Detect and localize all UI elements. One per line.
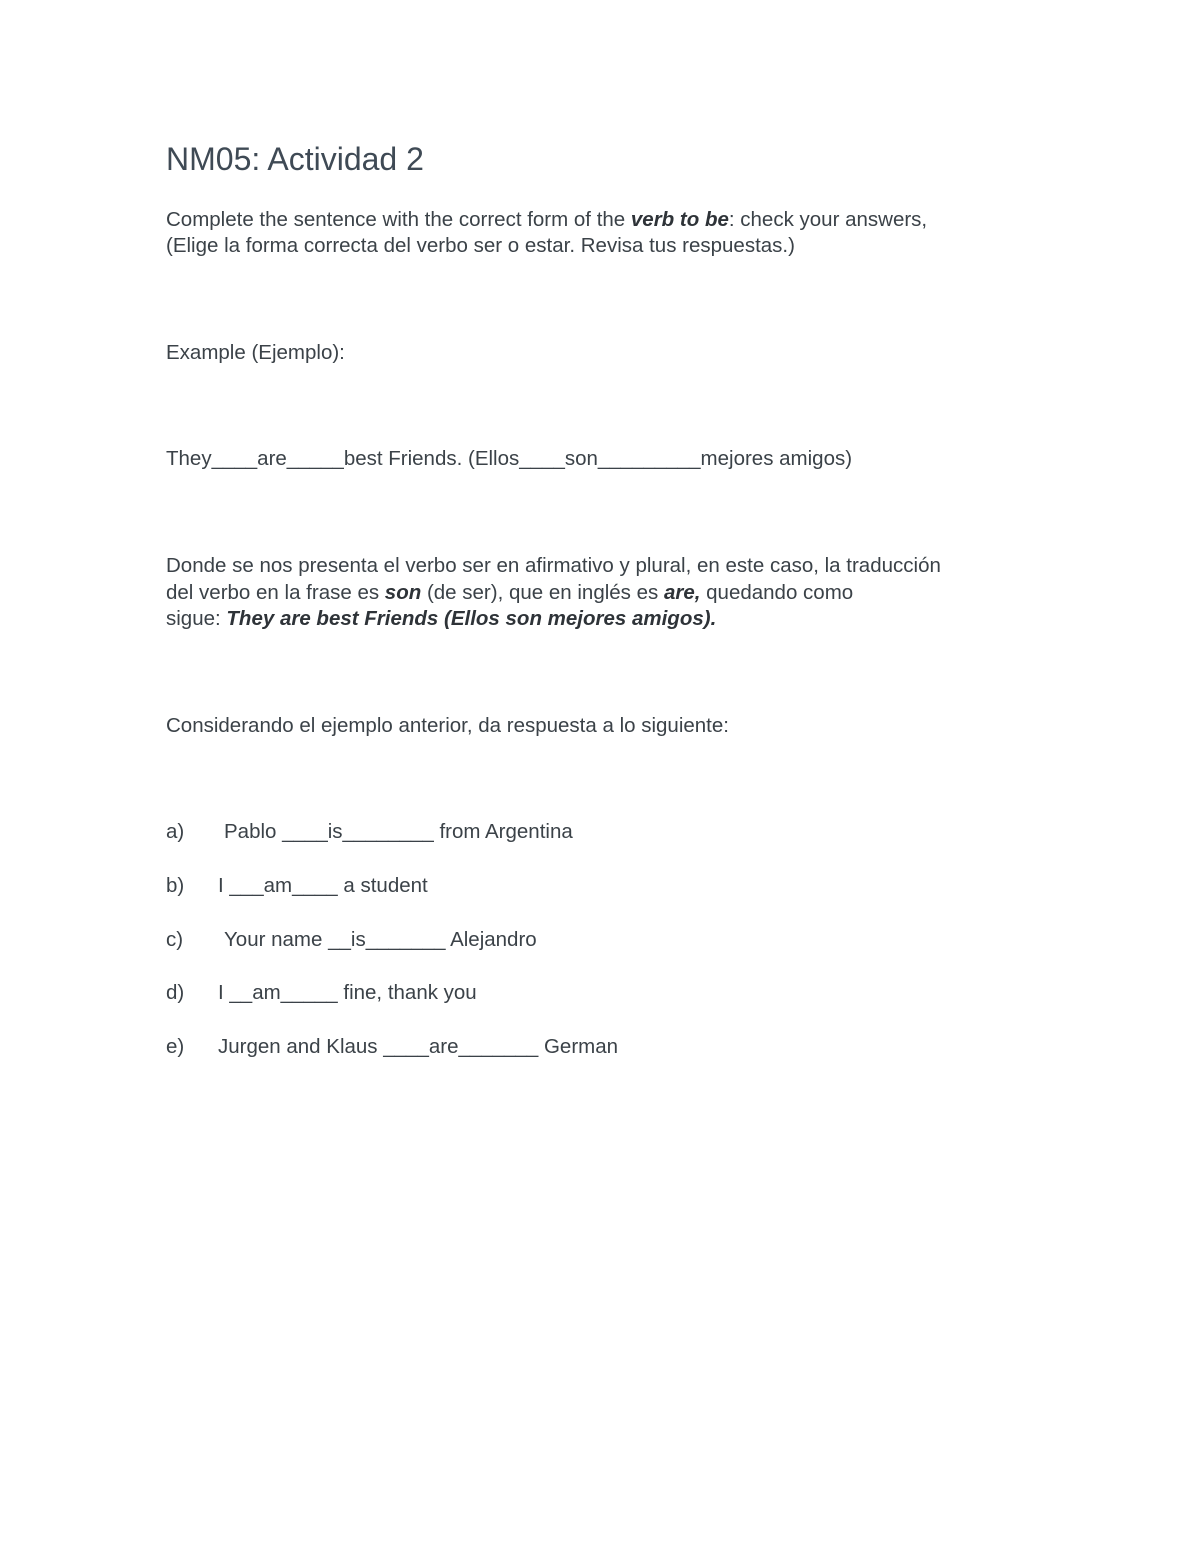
explanation-son: son [384,581,422,604]
explanation-line-2 [166,580,853,606]
item-text: Jurgen and Klaus ____are_______ German [218,1035,619,1058]
item-letter: e) [166,1035,185,1058]
item-letter: b) [166,874,185,897]
example-sentence: They____are_____best Friends. (Ellos____son_________mejores amigos) [166,447,853,470]
explanation-line-1: Donde se nos presenta el verbo ser en afirmativo y plural, en este caso, la traducción [166,554,941,577]
explanation-text: sigue: [166,607,227,630]
explanation-example-answer: They are best Friends (Ellos son mejores amigos). [226,607,717,630]
item-letter: a) [166,820,185,843]
instructions-text: Complete the sentence with the correct form of the [166,208,631,231]
explanation-text: (de ser), que en inglés es [421,581,664,604]
instructions-emphasis: verb to be [630,208,729,231]
instructions-line-1 [166,207,927,233]
instructions-line-2: (Elige la forma correcta del verbo ser o estar. Revisa tus respuestas.) [166,234,795,257]
item-letter: c) [166,928,184,951]
exercise-item-d [166,980,477,1006]
example-label: Example (Ejemplo): [166,341,345,364]
item-text: I ___am____ a student [218,874,428,897]
exercise-item-e [166,1034,618,1060]
page-title: NM05: Actividad 2 [166,141,424,177]
exercise-item-a [166,819,573,845]
item-text: Your name __is_______ Alejandro [224,928,537,951]
exercise-item-c [166,927,537,953]
explanation-text: del verbo en la frase es [166,581,385,604]
explanation-are: are, [663,581,701,604]
exercise-prompt: Considerando el ejemplo anterior, da respuesta a lo siguiente: [166,714,729,737]
item-text: Pablo ____is________ from Argentina [224,820,573,843]
explanation-text: quedando como [700,581,854,604]
item-letter: d) [166,981,185,1004]
item-text: I __am_____ fine, thank you [218,981,477,1004]
explanation-line-3 [166,606,716,632]
exercise-item-b [166,873,428,899]
instructions-text-end: : check your answers, [728,208,928,231]
